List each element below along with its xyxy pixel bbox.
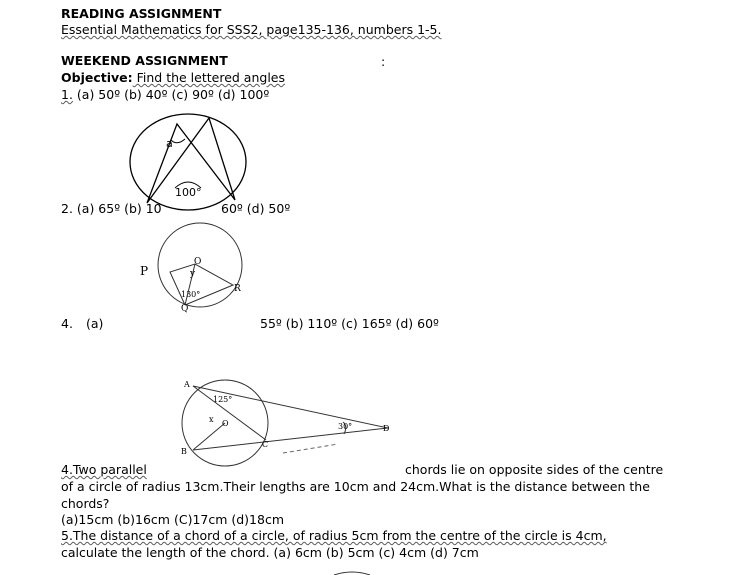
q4b-options: (a)15cm (b)16cm (C)17cm (d)18cm	[61, 512, 285, 527]
q4a-label-x: x	[209, 415, 214, 424]
q4b-line2: of a circle of radius 13cm.Their lengths are 10cm and 24cm.What is the distance between the	[61, 479, 650, 494]
q2-label-y: y	[190, 269, 196, 279]
q4b-line3: chords?	[61, 496, 110, 511]
q4a-label-a: A	[184, 380, 190, 389]
q4a-label-angle-30: 30°	[338, 422, 353, 431]
weekend-colon: :	[381, 54, 386, 69]
q2-options-a: (a) 65º (b) 10	[72, 201, 162, 216]
q1-label-a: a	[166, 137, 173, 150]
q4a-dash	[283, 444, 338, 453]
q4b-line1-start	[61, 462, 147, 478]
objective-line	[61, 70, 285, 86]
q1-number: 1.	[61, 87, 73, 102]
reading-heading: READING ASSIGNMENT	[61, 6, 222, 21]
q5-line2: calculate the length of the chord. (a) 6cm (b) 5cm (c) 4cm (d) 7cm	[61, 545, 479, 560]
q4b-line1-end: chords lie on opposite sides of the centre	[405, 462, 664, 477]
q2-options-line-a	[61, 201, 162, 217]
objective-text: Find the lettered angles	[132, 70, 285, 85]
q4a-number: 4.	[61, 316, 73, 331]
q4a-label-d: D	[383, 424, 390, 433]
q2-quad	[170, 264, 233, 305]
q2-options-c: 60º (d) 50º	[221, 201, 291, 216]
q4a-label-c: C	[262, 440, 269, 449]
q4a-label-angle-125: 125°	[213, 395, 233, 404]
q1-label-100: 100°	[175, 186, 202, 199]
q4b-line1-start-text: 4.Two parallel	[61, 462, 147, 477]
q2-label-angle: 130°	[181, 290, 201, 299]
q2-label-q: Q	[181, 304, 189, 314]
q4a-label-b: B	[181, 447, 187, 456]
objective-label: Objective:	[61, 70, 133, 85]
bottom-figure-fragment	[332, 569, 372, 575]
weekend-heading: WEEKEND ASSIGNMENT	[61, 53, 228, 68]
q4a-options: 55º (b) 110º (c) 165º (d) 60º	[260, 316, 439, 331]
q1-options: (a) 50º (b) 40º (c) 90º (d) 100º	[72, 87, 270, 102]
q4a-option-a: (a)	[86, 316, 104, 331]
q2-label-r: R	[234, 284, 241, 294]
q2-label-o: O	[194, 257, 202, 267]
q5-line1-text: 5.The distance of a chord of a circle, of radius 5cm from the centre of the circle is 4cm,	[61, 528, 607, 543]
q4a-label-o: O	[222, 419, 229, 428]
reading-reference: Essential Mathematics for SSS2, page135-136, numbers 1-5.	[61, 22, 442, 37]
q1-options-line	[61, 87, 269, 103]
q2-number: 2.	[61, 201, 73, 216]
q2-label-p: P	[140, 264, 149, 278]
q1-angle-a-arc	[171, 139, 185, 143]
q5-line1	[61, 528, 607, 544]
